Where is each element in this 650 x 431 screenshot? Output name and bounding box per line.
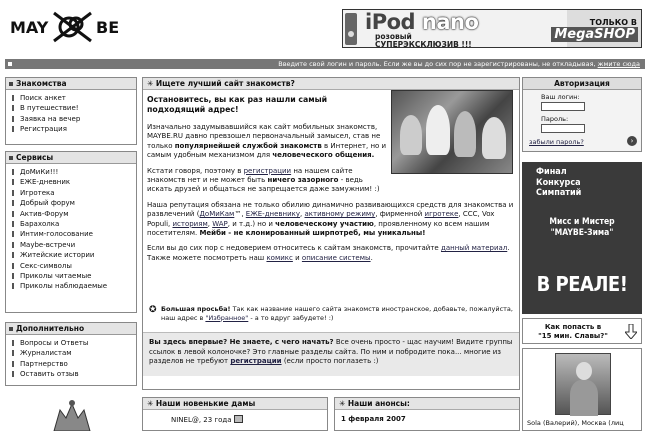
diary-link[interactable]: ЕЖЕ-дневнику bbox=[245, 210, 301, 219]
megashop-badge bbox=[554, 10, 641, 47]
announcements-title: ✳ Наши анонсы: bbox=[335, 398, 519, 410]
fame-link-box[interactable] bbox=[522, 318, 642, 344]
sidebar-item-sex-symbols[interactable]: Секс-символы bbox=[12, 261, 136, 271]
sidebar-item-jokes-read[interactable]: Приколы читаемые bbox=[12, 271, 136, 281]
sidebar-item-meetings[interactable]: Maybe-встречи bbox=[12, 240, 136, 250]
sidebar-item-stories[interactable]: Житейские истории bbox=[12, 250, 136, 260]
active-mode-link[interactable]: активному режиму bbox=[304, 210, 376, 219]
sidebar-item-forum[interactable]: Добрый форум bbox=[12, 198, 136, 208]
sidebar-item-search[interactable]: Поиск анкет bbox=[12, 93, 136, 103]
extra-menu bbox=[5, 322, 137, 386]
comics-link[interactable]: комикс bbox=[266, 253, 293, 262]
logo-text-be: BE bbox=[96, 18, 120, 37]
sidebar-item-press[interactable]: Журналистам bbox=[12, 348, 136, 358]
sidebar-item-jokes-watch[interactable]: Приколы наблюдаемые bbox=[12, 281, 136, 291]
star-icon: ✳ bbox=[147, 79, 156, 88]
intro-paragraph-4: Если вы до сих пор с недоверием относитесь к сайтам знакомств, прочитайте данный материал. Также можете посмотреть наш комикс и описание системы. bbox=[147, 244, 510, 262]
dating-menu bbox=[5, 77, 137, 145]
promo-subtitle: Мисс и Мистер "MAYBE-Зима" bbox=[549, 217, 615, 238]
first-visit-box: Вы здесь впервые? Не знаете, с чего начать? Все очень просто - щас научим! Видите группы ссылок в левой колоночке? Это главные разделы сайта. По ним и побродите пока... многие из разделов не требуют регистрации (если просто поглазеть :) bbox=[143, 332, 520, 376]
counter-graphic bbox=[50, 398, 94, 431]
shop-line1: ТОЛЬКО В bbox=[589, 18, 637, 27]
sidebar-item-travel[interactable]: В путешествие! bbox=[12, 103, 136, 113]
dating-menu-title: Знакомства bbox=[6, 78, 136, 90]
sidebar-item-games[interactable]: Игротека bbox=[12, 188, 136, 198]
login-label: Ваш логин: bbox=[541, 93, 580, 101]
auth-title: Авторизация bbox=[523, 78, 641, 90]
favorites-link[interactable]: "Избранное" bbox=[205, 313, 249, 322]
logo-text-may: MAY bbox=[10, 18, 49, 37]
bookmark-request: ✪ Большая просьба! Так как название нашего сайта знакомств иностранское, добавьте, пожалуйста, наш адрес в "Избранное" - а то вдруг забудете! :) bbox=[149, 305, 513, 322]
wap-link[interactable]: WAP bbox=[212, 219, 228, 228]
login-notice-text: Введите свой логин и пароль. Если же вы до сих пор не зарегистрированы, не откладывая, bbox=[278, 60, 596, 68]
login-input[interactable] bbox=[541, 102, 585, 111]
new-lady-entry[interactable]: NINEL@, 23 года bbox=[143, 410, 327, 424]
star-icon: ✪ bbox=[149, 305, 157, 315]
announcement-date: 1 февраля 2007 bbox=[341, 415, 406, 423]
intro-text bbox=[147, 95, 519, 269]
logo-graphic bbox=[6, 8, 136, 44]
ipod-icon bbox=[345, 13, 357, 45]
auth-box bbox=[522, 77, 642, 152]
photo-icon bbox=[234, 415, 243, 423]
system-description-link[interactable]: описание системы bbox=[301, 253, 371, 262]
site-logo[interactable] bbox=[6, 8, 136, 44]
sidebar-item-market[interactable]: Барахолка bbox=[12, 219, 136, 229]
announcements-panel bbox=[334, 397, 520, 431]
banner-brand: iPod nano bbox=[365, 10, 479, 34]
featured-profile[interactable] bbox=[522, 348, 642, 431]
intro-heading: Остановитесь, вы как раз нашли самый подходящий адрес! bbox=[147, 95, 328, 114]
profile-caption: Sola (Валерий), Москва (лиц bbox=[527, 419, 624, 427]
logo-gender-icon bbox=[54, 13, 91, 41]
register-link[interactable]: жмите сюда bbox=[597, 60, 640, 68]
sidebar-item-registration[interactable]: Регистрация bbox=[12, 124, 136, 134]
profile-photo[interactable] bbox=[555, 353, 611, 415]
sidebar-item-faq[interactable]: Вопросы и Ответы bbox=[12, 338, 136, 348]
sidebar-item-domiki[interactable]: ДоМиКи!!! bbox=[12, 167, 136, 177]
star-icon: ✳ bbox=[339, 399, 348, 408]
services-menu-title: Сервисы bbox=[6, 152, 136, 164]
extra-menu-title: Дополнительно bbox=[6, 323, 136, 335]
fame-link-text: Как попасть в "15 мин. Славы?" bbox=[538, 323, 608, 340]
domiki-link[interactable]: ДоМиКам bbox=[199, 210, 235, 219]
material-link[interactable]: данный материал bbox=[440, 244, 508, 253]
banner-line2: СУПЕРЭКСКЛЮЗИВ !!! bbox=[375, 40, 472, 48]
down-arrow-icon bbox=[625, 324, 637, 339]
intro-paragraph-2: Кстати говоря, поэтому в регистрации на нашем сайте знакомств нет и не может быть ничего зазорного - ведь искать друзей и общаться не запрещается даже замужним! :) bbox=[147, 166, 380, 194]
sidebar-item-active-forum[interactable]: Актив-Форум bbox=[12, 209, 136, 219]
games-link[interactable]: игротеке bbox=[424, 210, 459, 219]
login-notice-bar bbox=[5, 59, 645, 69]
new-ladies-title: ✳ Наши новенькие дамы bbox=[143, 398, 327, 410]
registration-link[interactable]: регистрации bbox=[243, 166, 292, 175]
forgot-password-link[interactable]: забыли пароль? bbox=[529, 138, 584, 146]
registration-link-2[interactable]: регистрации bbox=[230, 357, 282, 365]
header bbox=[0, 0, 650, 58]
promo-callout: В РЕАЛЕ! bbox=[536, 272, 628, 296]
services-menu bbox=[5, 151, 137, 313]
sidebar-item-intim-vote[interactable]: Интим-голосование bbox=[12, 229, 136, 239]
bullet-icon bbox=[8, 62, 12, 66]
ipod-banner[interactable] bbox=[342, 9, 642, 48]
main-panel bbox=[142, 77, 520, 390]
sidebar-item-feedback[interactable]: Оставить отзыв bbox=[12, 369, 136, 379]
star-icon: ✳ bbox=[147, 399, 156, 408]
password-label: Пароль: bbox=[541, 115, 569, 123]
intro-paragraph-3: Наша репутация обязана не только обилию динамично развивающихся средств для знакомства и развлечений (ДоМиКам™, ЕЖЕ-дневнику, активному режиму, фирменной игротеке, CCC, Vox Populi, историям, WAP, и т.д.) но и человеческому участию, проявленному ко всем нашим посетителям. Мейби - не клонированный ширпотреб, мы уникальны! bbox=[147, 200, 514, 238]
login-submit-button[interactable]: › bbox=[627, 136, 637, 146]
intro-paragraph-1: Изначально задумывавшийся как сайт мобильных знакомств, MAYBE.RU давно превзошел первоначальный замысел, став не только популярнейшей службой знакомств в Интернет, но и самым удобным механизмом для человеческого общения. bbox=[147, 123, 387, 160]
promo-title: Финал Конкурса Симпатий bbox=[536, 167, 582, 198]
sidebar-item-diary[interactable]: ЕЖЕ-дневник bbox=[12, 177, 136, 187]
shop-logo: MegaSHOP bbox=[551, 27, 638, 42]
sidebar-item-partners[interactable]: Партнерство bbox=[12, 359, 136, 369]
sidebar-item-evening[interactable]: Заявка на вечер bbox=[12, 114, 136, 124]
banner-line1: розовый bbox=[375, 32, 412, 41]
password-input[interactable] bbox=[541, 124, 585, 133]
stories-link[interactable]: историям bbox=[172, 219, 208, 228]
new-ladies-panel bbox=[142, 397, 328, 431]
contest-promo-banner[interactable] bbox=[522, 162, 642, 314]
main-panel-title: ✳ Ищете лучший сайт знакомств? bbox=[143, 78, 519, 90]
